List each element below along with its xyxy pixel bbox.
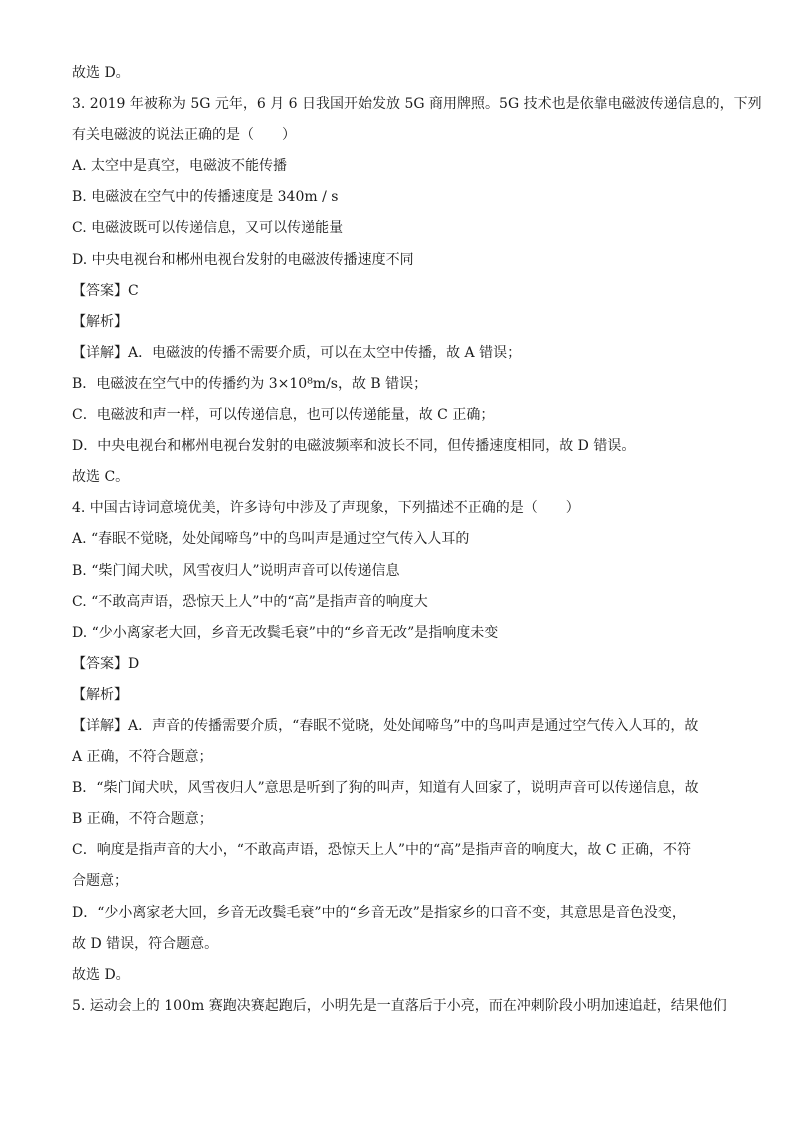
question-3-stem: 3. 2019 年被称为 5G 元年，6 月 6 日我国开始发放 5G 商用牌照。5G 技术也是依靠电磁波传递信息的，下列	[72, 96, 762, 113]
question-3-answer: 【答案】C	[72, 282, 139, 299]
question-4-detail-b: B．“柴门闻犬吠，风雪夜归人”意思是听到了狗的叫声，知道有人回家了，说明声音可以传递信息，故	[72, 780, 699, 797]
question-3-stem-cont: 有关电磁波的说法正确的是（ ）	[72, 127, 296, 144]
question-4-detail-d-cont: 故 D 错误，符合题意。	[72, 935, 219, 952]
question-4-option-a: A. “春眠不觉晓，处处闻啼鸟”中的鸟叫声是通过空气传入人耳的	[72, 531, 470, 548]
question-4-analysis-heading: 【解析】	[72, 686, 128, 703]
question-4-conclusion: 故选 D。	[72, 966, 130, 983]
question-4-detail-b-cont: B 正确，不符合题意；	[72, 811, 213, 828]
question-3-detail-d: D．中央电视台和郴州电视台发射的电磁波频率和波长不同，但传播速度相同，故 D 错误。	[72, 438, 636, 455]
question-4-option-b: B. “柴门闻犬吠，风雪夜归人”说明声音可以传递信息	[72, 562, 400, 579]
question-4-detail-d: D．“少小离家老大回，乡音无改鬓毛衰”中的“乡音无改”是指家乡的口音不变，其意思是音色没变，	[72, 904, 686, 921]
question-3-analysis-heading: 【解析】	[72, 313, 128, 330]
question-3-option-d: D. 中央电视台和郴州电视台发射的电磁波传播速度不同	[72, 251, 414, 268]
question-3-detail-b: B．电磁波在空气中的传播约为 3×10⁸m/s，故 B 错误；	[72, 375, 428, 392]
document-page	[72, 58, 762, 1022]
question-3-option-b: B. 电磁波在空气中的传播速度是 340m / s	[72, 189, 339, 206]
question-4-stem: 4. 中国古诗词意境优美，许多诗句中涉及了声现象，下列描述不正确的是（ ）	[72, 500, 580, 517]
question-3-option-a: A. 太空中是真空，电磁波不能传播	[72, 158, 288, 175]
question-4-option-c: C. “不敢高声语，恐惊天上人”中的“高”是指声音的响度大	[72, 593, 428, 610]
question-4-detail-c: C．响度是指声音的大小，“不敢高声语，恐惊天上人”中的“高”是指声音的响度大，故 C 正确，不符	[72, 842, 691, 859]
question-5-stem: 5. 运动会上的 100m 赛跑决赛起跑后，小明先是一直落后于小亮，而在冲刺阶段小明加速追赶，结果他们	[72, 997, 727, 1014]
question-4-detail-c-cont: 合题意；	[72, 873, 128, 890]
question-4-option-d: D. “少小离家老大回，乡音无改鬓毛衰”中的“乡音无改”是指响度未变	[72, 624, 499, 641]
question-3-detail-c: C．电磁波和声一样，可以传递信息，也可以传递能量，故 C 正确；	[72, 407, 495, 424]
text-line: 故选 D。	[72, 65, 130, 81]
question-4-answer: 【答案】D	[72, 655, 140, 672]
question-3-detail-a: 【详解】A．电磁波的传播不需要介质，可以在太空中传播，故 A 错误；	[72, 344, 522, 361]
question-3-conclusion: 故选 C。	[72, 469, 130, 486]
question-4-detail-a-cont: A 正确，不符合题意；	[72, 749, 213, 766]
question-3-option-c: C. 电磁波既可以传递信息，又可以传递能量	[72, 220, 344, 237]
question-4-detail-a: 【详解】A．声音的传播需要介质，“春眠不觉晓，处处闻啼鸟”中的鸟叫声是通过空气传入人耳的，故	[72, 717, 699, 734]
